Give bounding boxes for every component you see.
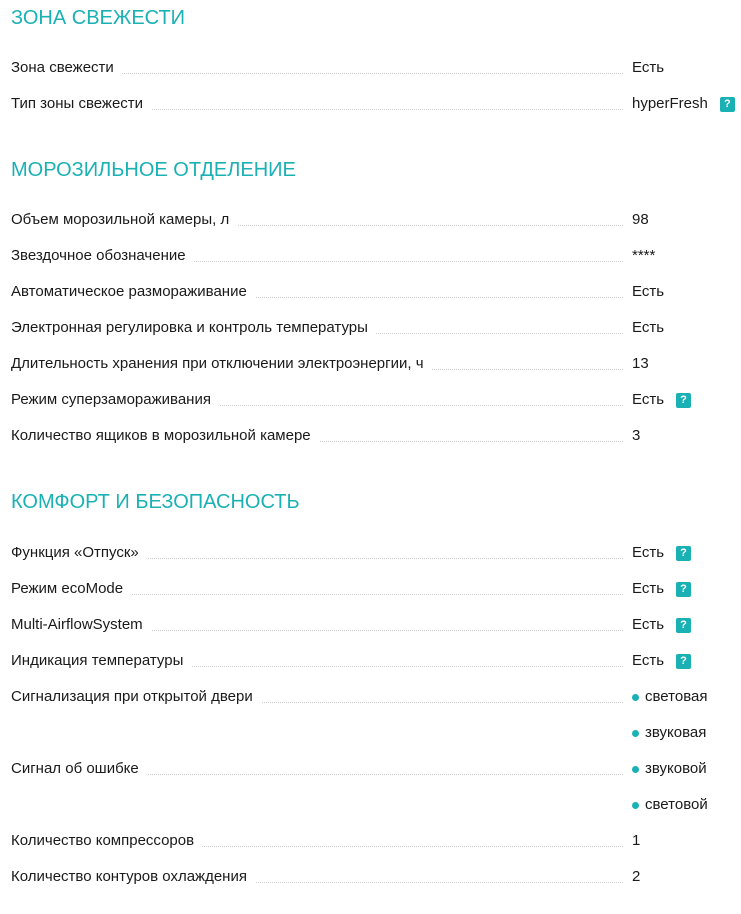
spec-label: Режим суперзамораживания <box>11 390 219 410</box>
spec-value-text: **** <box>632 247 656 264</box>
spec-value-text: Есть <box>632 319 665 336</box>
spec-value <box>632 58 664 78</box>
spec-value <box>632 687 707 707</box>
spec-label: Индикация температуры <box>11 651 191 671</box>
spec-row-door-alarm <box>0 687 741 723</box>
spec-row-fresh-zone <box>0 58 741 94</box>
help-icon[interactable]: ? <box>676 546 691 561</box>
spec-label: Количество контуров охлаждения <box>11 867 255 887</box>
help-icon[interactable]: ? <box>676 393 691 408</box>
spec-label: Сигнализация при открытой двери <box>11 687 261 707</box>
spec-label: Сигнал об ошибке <box>11 759 147 779</box>
spec-row-cooling-circuits <box>0 867 741 903</box>
spec-row-auto-defrost <box>0 282 741 318</box>
spec-row-temperature-indication <box>0 651 741 687</box>
spec-row-ecomode <box>0 579 741 615</box>
spec-row-fresh-zone-type <box>0 94 741 130</box>
help-icon[interactable]: ? <box>676 654 691 669</box>
help-icon[interactable]: ? <box>676 618 691 633</box>
spec-row-error-signal <box>0 759 741 795</box>
spec-value <box>632 579 691 599</box>
spec-value <box>632 390 691 410</box>
spec-label: Multi-AirflowSystem <box>11 615 151 635</box>
spec-value <box>632 867 640 887</box>
spec-value-text: Есть <box>632 59 665 76</box>
bullet-icon <box>632 766 639 773</box>
spec-value-text: Есть <box>632 391 665 408</box>
spec-value-text: 13 <box>632 355 649 372</box>
spec-label: Зона свежести <box>11 58 122 78</box>
spec-value-text: звуковой <box>645 760 707 777</box>
spec-row-door-alarm-continued <box>0 723 741 759</box>
spec-value-text: 1 <box>632 832 641 849</box>
spec-value-text: Есть <box>632 580 665 597</box>
spec-value <box>632 759 707 779</box>
spec-value-text: Есть <box>632 544 665 561</box>
spec-label: Электронная регулировка и контроль температуры <box>11 318 376 338</box>
spec-value-text: Есть <box>632 283 665 300</box>
bullet-icon <box>632 694 639 701</box>
spec-value <box>632 246 655 266</box>
bullet-icon <box>632 730 639 737</box>
help-icon[interactable]: ? <box>676 582 691 597</box>
spec-value-text: световой <box>645 796 708 813</box>
spec-value-text: 2 <box>632 868 641 885</box>
spec-value <box>632 426 640 446</box>
spec-label: Объем морозильной камеры, л <box>11 210 237 230</box>
spec-label: Количество ящиков в морозильной камере <box>11 426 319 446</box>
spec-row-compressors <box>0 831 741 867</box>
spec-row-error-signal-continued <box>0 795 741 831</box>
spec-label: Длительность хранения при отключении электроэнергии, ч <box>11 354 432 374</box>
spec-label: Режим ecoMode <box>11 579 131 599</box>
spec-row-electronic-control <box>0 318 741 354</box>
spec-value <box>632 651 691 671</box>
spec-row-super-freeze <box>0 390 741 426</box>
spec-value <box>632 831 640 851</box>
spec-value <box>632 543 691 563</box>
spec-value-text: звуковая <box>645 724 707 741</box>
section-title-freezer: МОРОЗИЛЬНОЕ ОТДЕЛЕНИЕ <box>11 159 296 181</box>
spec-value-text: 3 <box>632 427 641 444</box>
spec-value-text: Есть <box>632 652 665 669</box>
spec-row-freezer-drawers <box>0 426 741 462</box>
bullet-icon <box>632 802 639 809</box>
spec-value-text: световая <box>645 688 708 705</box>
spec-row-multi-airflow <box>0 615 741 651</box>
spec-label: Функция «Отпуск» <box>11 543 147 563</box>
spec-value <box>632 282 664 302</box>
section-title-comfort-safety: КОМФОРТ И БЕЗОПАСНОСТЬ <box>11 491 300 513</box>
spec-value-text: hyperFresh <box>632 95 708 112</box>
spec-value <box>632 795 708 815</box>
section-title-fresh-zone: ЗОНА СВЕЖЕСТИ <box>11 7 186 29</box>
spec-row-star-rating <box>0 246 741 282</box>
spec-value <box>632 318 664 338</box>
spec-row-vacation-mode <box>0 543 741 579</box>
spec-value <box>632 354 649 374</box>
spec-label: Тип зоны свежести <box>11 94 151 114</box>
spec-value-text: 98 <box>632 211 649 228</box>
spec-label: Звездочное обозначение <box>11 246 194 266</box>
spec-row-freezer-volume <box>0 210 741 246</box>
spec-value-text: Есть <box>632 616 665 633</box>
spec-value <box>632 723 706 743</box>
spec-value <box>632 210 649 230</box>
spec-label: Автоматическое размораживание <box>11 282 255 302</box>
spec-label: Количество компрессоров <box>11 831 202 851</box>
spec-row-power-outage-storage <box>0 354 741 390</box>
help-icon[interactable]: ? <box>720 97 735 112</box>
spec-value <box>632 94 735 114</box>
spec-value <box>632 615 691 635</box>
